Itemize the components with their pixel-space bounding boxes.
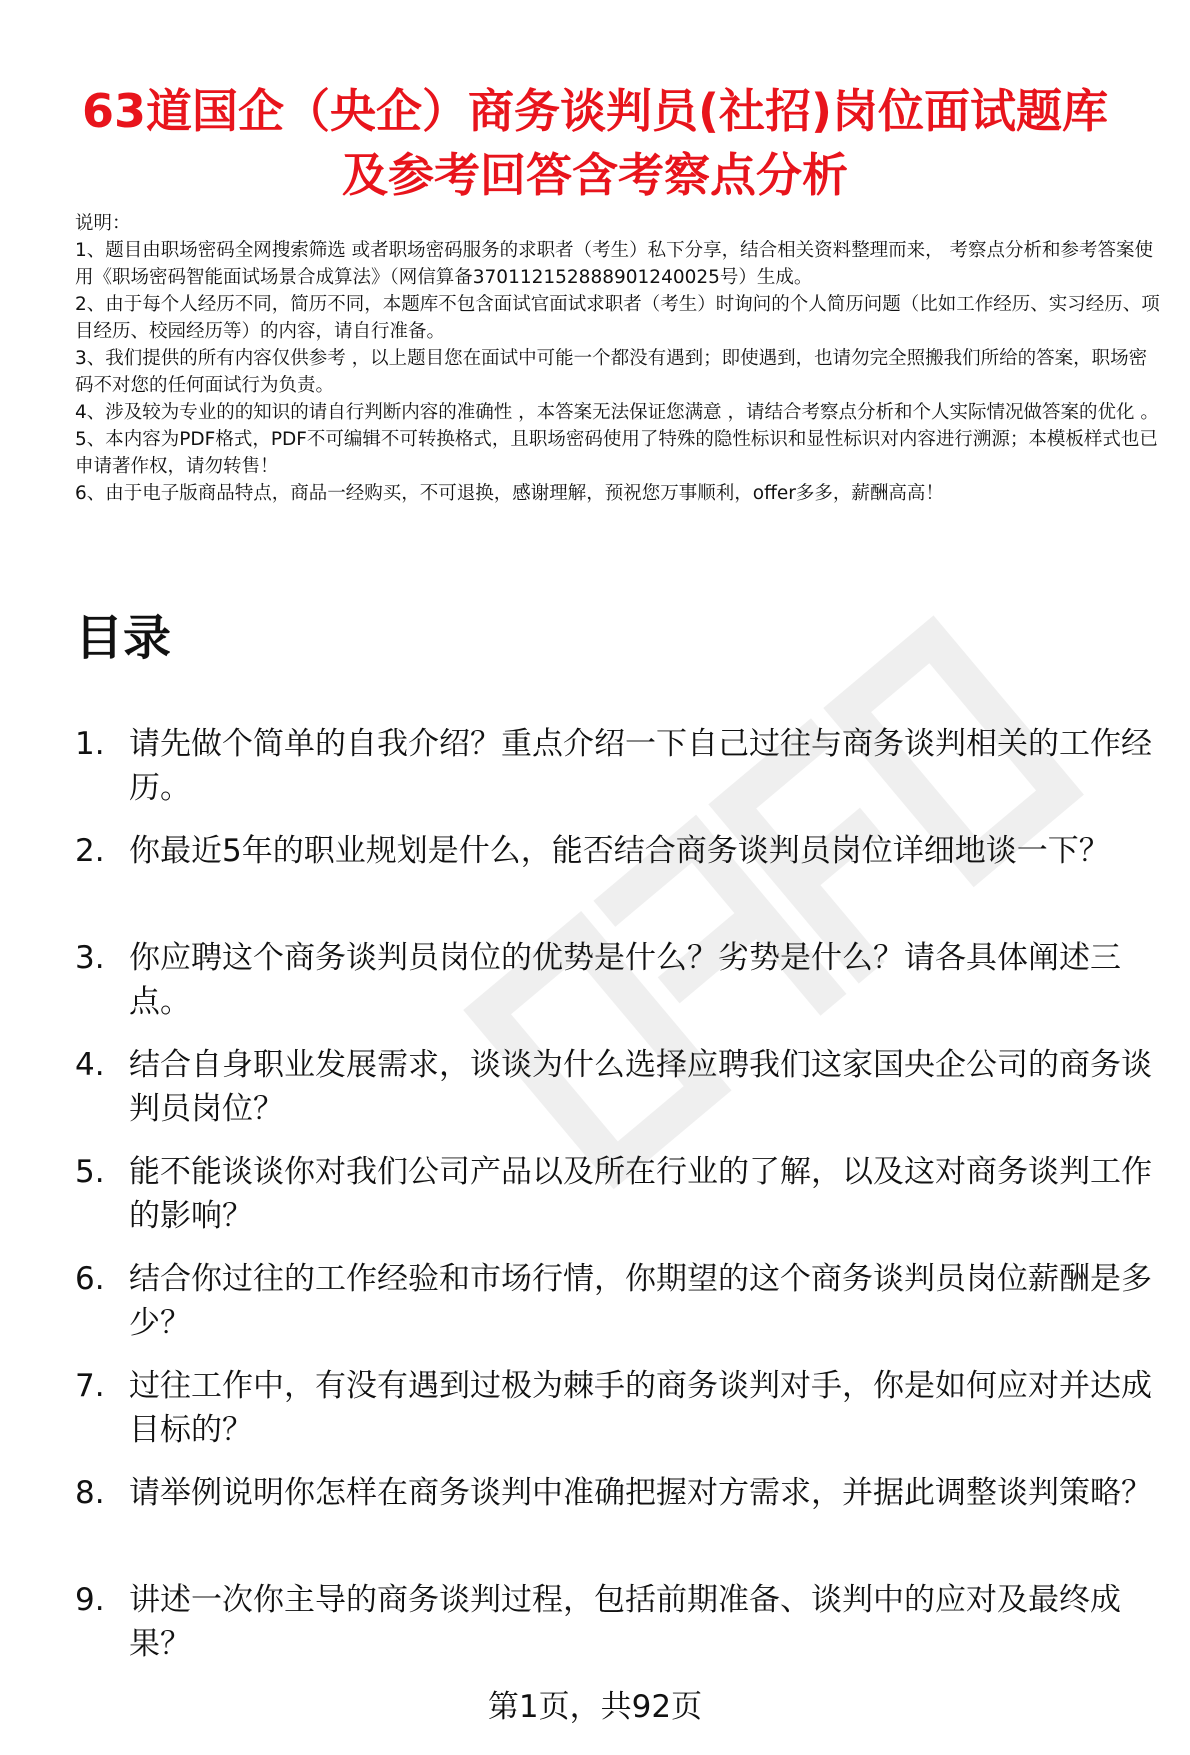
- notes-heading: 说明：: [75, 213, 131, 234]
- toc-heading: 目录: [75, 610, 172, 666]
- toc-item-number: 2.: [75, 833, 105, 869]
- toc-item-text: 请举例说明你怎样在商务谈判中准确把握对方需求，并据此调整谈判策略？: [129, 1475, 1152, 1511]
- toc-item-2[interactable]: [75, 829, 1165, 925]
- toc-item-7[interactable]: [75, 1364, 1165, 1460]
- toc-item-number: 3.: [75, 940, 105, 976]
- note-item-4: 4、涉及较为专业的的知识的请自行判断内容的准确性 ，本答案无法保证您满意 ，请结合考察点分析和个人实际情况做答案的优化 。: [75, 402, 1159, 423]
- toc-item-6[interactable]: [75, 1257, 1165, 1353]
- notes-section: [75, 210, 1160, 507]
- toc-item-number: 8.: [75, 1475, 105, 1511]
- toc-item-text: 讲述一次你主导的商务谈判过程，包括前期准备、谈判中的应对及最终成果？: [129, 1582, 1121, 1662]
- toc-item-number: 6.: [75, 1261, 105, 1297]
- toc-item-number: 5.: [75, 1154, 105, 1190]
- toc-item-text: 过往工作中，有没有遇到过极为棘手的商务谈判对手，你是如何应对并达成目标的？: [129, 1368, 1152, 1448]
- page-footer: 第1页，共92页: [487, 1689, 703, 1725]
- toc-item-5[interactable]: [75, 1150, 1165, 1246]
- toc-item-8[interactable]: [75, 1471, 1165, 1567]
- note-item-1: 1、题目由职场密码全网搜索筛选 或者职场密码服务的求职者（考生）私下分享，结合相关资料整理而来， 考察点分析和参考答案使用《职场密码智能面试场景合成算法》（网信算备370112152888901240025号）生成。: [75, 240, 1154, 288]
- note-item-6: 6、由于电子版商品特点，商品一经购买，不可退换，感谢理解，预祝您万事顺利，offer多多，薪酬高高！: [75, 483, 944, 504]
- toc-item-text: 你应聘这个商务谈判员岗位的优势是什么？劣势是什么？请各具体阐述三点。: [129, 940, 1121, 1020]
- toc-item-text: 结合你过往的工作经验和市场行情，你期望的这个商务谈判员岗位薪酬是多少？: [129, 1261, 1152, 1341]
- toc-item-text: 你最近5年的职业规划是什么，能否结合商务谈判员岗位详细地谈一下？: [129, 833, 1110, 869]
- toc-item-4[interactable]: [75, 1043, 1165, 1139]
- page-title: 63道国企（央企）商务谈判员(社招)岗位面试题库及参考回答含考察点分析: [81, 83, 1109, 202]
- toc-item-1[interactable]: [75, 722, 1165, 818]
- note-item-5: 5、本内容为PDF格式，PDF不可编辑不可转换格式，且职场密码使用了特殊的隐性标识和显性标识对内容进行溯源；本模板样式也已申请著作权，请勿转售！: [75, 429, 1158, 477]
- toc-item-text: 结合自身职业发展需求，谈谈为什么选择应聘我们这家国央企公司的商务谈判员岗位？: [129, 1047, 1152, 1127]
- toc-item-number: 9.: [75, 1582, 105, 1618]
- toc-list: [75, 722, 1165, 1685]
- toc-item-text: 请先做个简单的自我介绍？重点介绍一下自己过往与商务谈判相关的工作经历。: [129, 726, 1152, 806]
- toc-item-text: 能不能谈谈你对我们公司产品以及所在行业的了解，以及这对商务谈判工作的影响？: [129, 1154, 1152, 1234]
- note-item-3: 3、我们提供的所有内容仅供参考 ，以上题目您在面试中可能一个都没有遇到；即使遇到，也请勿完全照搬我们所给的答案，职场密码不对您的任何面试行为负责。: [75, 348, 1148, 396]
- toc-item-3[interactable]: [75, 936, 1165, 1032]
- toc-item-number: 4.: [75, 1047, 105, 1083]
- toc-item-9[interactable]: [75, 1578, 1165, 1674]
- note-item-2: 2、由于每个人经历不同，简历不同，本题库不包含面试官面试求职者（考生）时询问的个人简历问题（比如工作经历、实习经历、项目经历、校园经历等）的内容，请自行准备。: [75, 294, 1160, 342]
- toc-item-number: 1.: [75, 726, 105, 762]
- toc-item-number: 7.: [75, 1368, 105, 1404]
